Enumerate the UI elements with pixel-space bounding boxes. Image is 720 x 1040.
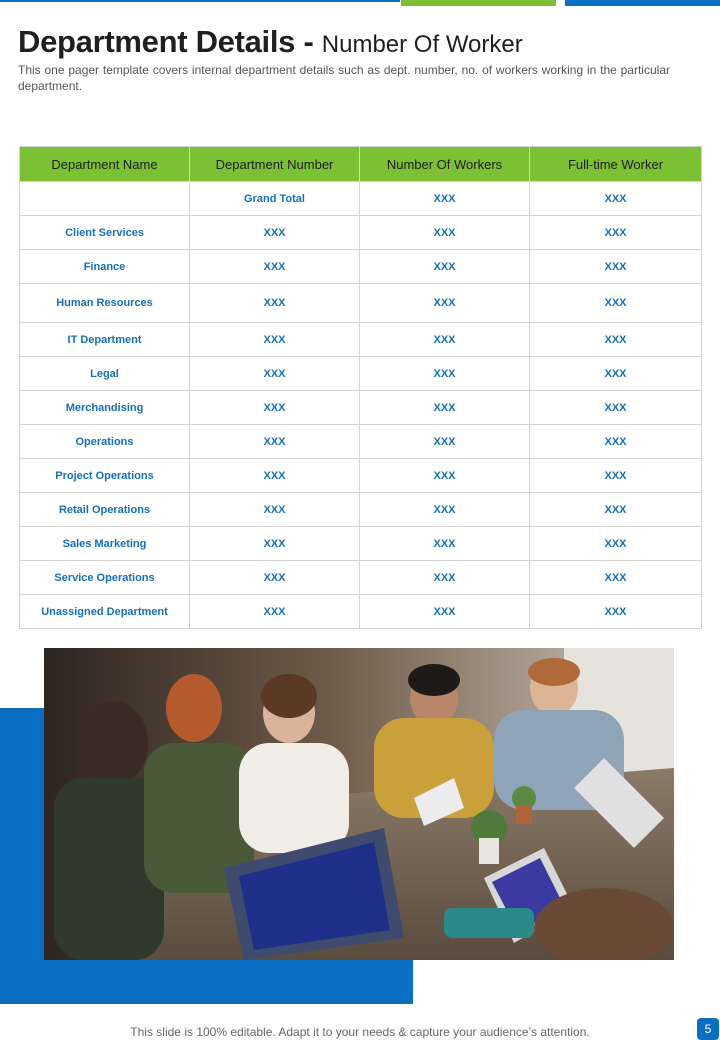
- table-cell: XXX: [360, 561, 530, 595]
- table-cell: Operations: [20, 425, 190, 459]
- table-cell: XXX: [360, 182, 530, 216]
- footer-note: This slide is 100% editable. Adapt it to your needs & capture your audience’s attention.: [130, 1025, 590, 1039]
- table-cell: Legal: [20, 357, 190, 391]
- table-cell: XXX: [360, 527, 530, 561]
- table-cell: XXX: [190, 459, 360, 493]
- table-cell: XXX: [530, 323, 702, 357]
- top-green-bar: [401, 0, 556, 6]
- header-full-time-worker: Full-time Worker: [530, 147, 702, 182]
- table-row: [20, 459, 702, 493]
- table-row: [20, 284, 702, 323]
- header-number-of-workers: Number Of Workers: [360, 147, 530, 182]
- table-cell: [20, 182, 190, 216]
- table-cell: XXX: [190, 284, 360, 323]
- table-cell: XXX: [530, 459, 702, 493]
- table-row: [20, 527, 702, 561]
- table-cell: XXX: [190, 527, 360, 561]
- title-sub: Number Of Worker: [321, 31, 523, 58]
- table-row: [20, 561, 702, 595]
- table-cell: XXX: [190, 391, 360, 425]
- table-cell: Retail Operations: [20, 493, 190, 527]
- table-row: [20, 391, 702, 425]
- table-cell: XXX: [530, 561, 702, 595]
- table-cell: XXX: [360, 595, 530, 629]
- page-description: This one pager template covers internal department details such as dept. number, no. of workers working in the particular department.: [18, 63, 670, 93]
- table-row: [20, 595, 702, 629]
- team-meeting-photo: [44, 648, 674, 960]
- table-cell: XXX: [190, 595, 360, 629]
- table-cell: XXX: [530, 284, 702, 323]
- table-cell: XXX: [190, 561, 360, 595]
- table-cell: XXX: [530, 527, 702, 561]
- table-cell: XXX: [530, 357, 702, 391]
- header-department-name: Department Name: [20, 147, 190, 182]
- page-number-badge: 5: [697, 1018, 719, 1040]
- table-header-row: [20, 147, 702, 182]
- table-cell: XXX: [190, 357, 360, 391]
- table-row: [20, 216, 702, 250]
- table-row: [20, 493, 702, 527]
- table-cell: XXX: [360, 216, 530, 250]
- top-blue-bar: [565, 0, 720, 6]
- table-cell: Human Resources: [20, 284, 190, 323]
- table-cell: XXX: [360, 323, 530, 357]
- department-table: [19, 146, 702, 629]
- table-cell: XXX: [360, 284, 530, 323]
- table-cell: XXX: [360, 391, 530, 425]
- table-row: [20, 250, 702, 284]
- table-cell: Unassigned Department: [20, 595, 190, 629]
- table-cell: XXX: [530, 425, 702, 459]
- table-cell: XXX: [360, 357, 530, 391]
- table-cell: XXX: [530, 595, 702, 629]
- table-cell: XXX: [530, 250, 702, 284]
- table-cell: Project Operations: [20, 459, 190, 493]
- table-cell: XXX: [360, 425, 530, 459]
- table-cell: XXX: [190, 425, 360, 459]
- table-cell: XXX: [360, 493, 530, 527]
- table-cell: XXX: [530, 493, 702, 527]
- table-row: [20, 425, 702, 459]
- table-cell: XXX: [190, 216, 360, 250]
- table-row: [20, 182, 702, 216]
- table-cell: XXX: [530, 182, 702, 216]
- header-department-number: Department Number: [190, 147, 360, 182]
- page-title: [18, 24, 523, 60]
- table-cell: XXX: [360, 459, 530, 493]
- table-cell: Finance: [20, 250, 190, 284]
- table-cell: Client Services: [20, 216, 190, 250]
- table-cell: IT Department: [20, 323, 190, 357]
- table-cell: Service Operations: [20, 561, 190, 595]
- table-cell: XXX: [190, 250, 360, 284]
- table-cell: XXX: [190, 323, 360, 357]
- table-cell: XXX: [360, 250, 530, 284]
- top-accent-line: [0, 0, 400, 2]
- table-cell: Grand Total: [190, 182, 360, 216]
- table-cell: XXX: [530, 391, 702, 425]
- table-cell: Merchandising: [20, 391, 190, 425]
- table-cell: Sales Marketing: [20, 527, 190, 561]
- table-cell: XXX: [530, 216, 702, 250]
- title-main: Department Details -: [18, 24, 322, 59]
- table-row: [20, 323, 702, 357]
- table-row: [20, 357, 702, 391]
- table-cell: XXX: [190, 493, 360, 527]
